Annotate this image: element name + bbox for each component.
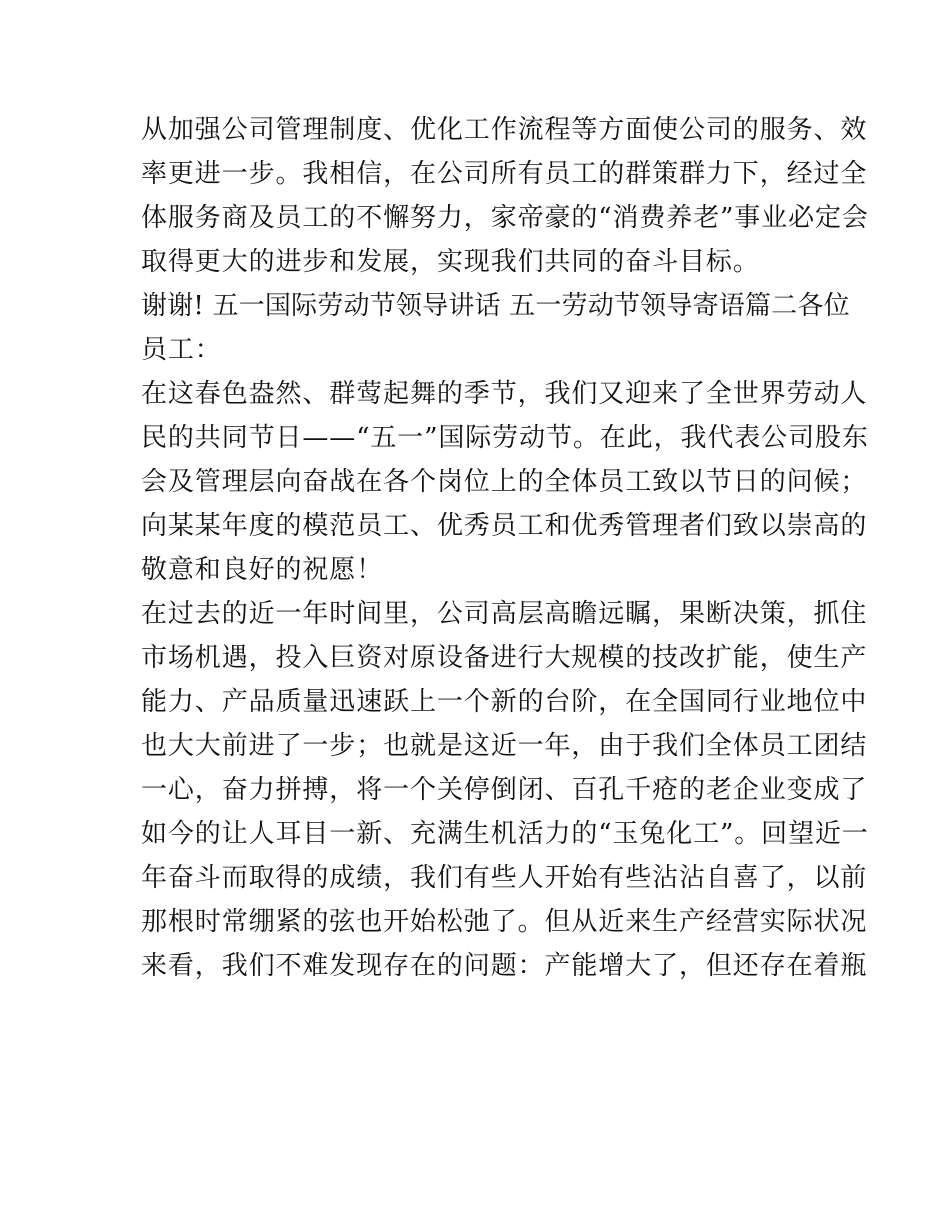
- text-line: 从加强公司管理制度、优化工作流程等方面使公司的服务、效: [141, 115, 868, 145]
- text-line: 体服务商及员工的不懈努力，家帝豪的“消费养老”事业必定会: [141, 203, 869, 233]
- text-line: 员工：: [141, 335, 222, 365]
- text-line: 也大大前进了一步；也就是这近一年，由于我们全体员工团结: [141, 731, 868, 761]
- text-line: 会及管理层向奋战在各个岗位上的全体员工致以节日的问候；: [141, 467, 868, 497]
- text-line: 取得更大的进步和发展，实现我们共同的奋斗目标。: [141, 247, 760, 277]
- document-body: [141, 108, 869, 988]
- text-line: 市场机遇，投入巨资对原设备进行大规模的技改扩能，使生产: [141, 643, 868, 673]
- text-line: 民的共同节日——“五一”国际劳动节。在此，我代表公司股东: [141, 423, 869, 453]
- text-line: 那根时常绷紧的弦也开始松弛了。但从近来生产经营实际状况: [141, 907, 868, 937]
- text-line: 来看，我们不难发现存在的问题：产能增大了，但还存在着瓶: [141, 951, 868, 981]
- text-line: 谢谢! 五一国际劳动节领导讲话 五一劳动节领导寄语篇二各位: [141, 291, 850, 321]
- text-line: 在这春色盎然、群莺起舞的季节，我们又迎来了全世界劳动人: [141, 379, 868, 409]
- text-line: 如今的让人耳目一新、充满生机活力的“玉兔化工”。回望近一: [141, 819, 869, 849]
- text-line: 率更进一步。我相信，在公司所有员工的群策群力下，经过全: [141, 159, 868, 189]
- text-line: 向某某年度的模范员工、优秀员工和优秀管理者们致以崇高的: [141, 511, 868, 541]
- text-line: 一心，奋力拼搏，将一个关停倒闭、百孔千疮的老企业变成了: [141, 775, 868, 805]
- text-line: 能力、产品质量迅速跃上一个新的台阶，在全国同行业地位中: [141, 687, 868, 717]
- text-line: 年奋斗而取得的成绩，我们有些人开始有些沾沾自喜了，以前: [141, 863, 868, 893]
- text-line: 在过去的近一年时间里，公司高层高瞻远瞩，果断决策，抓住: [141, 599, 868, 629]
- text-line: 敬意和良好的祝愿！: [141, 555, 384, 585]
